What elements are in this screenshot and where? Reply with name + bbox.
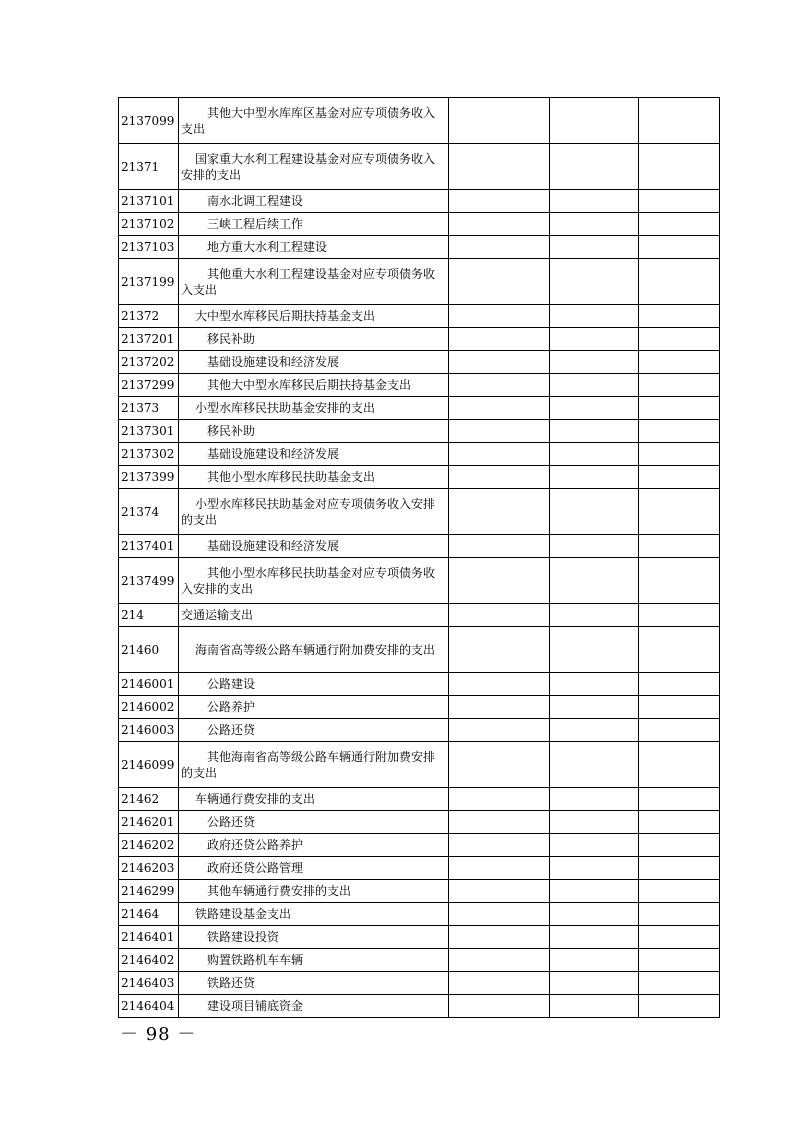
amount-cell-2 [550, 719, 639, 742]
table-row [119, 696, 720, 719]
item-code-cell: 2146099 [119, 742, 179, 788]
table-row [119, 351, 720, 374]
item-name-cell: 其他车辆通行费安排的支出 [179, 880, 449, 903]
amount-cell-3 [639, 351, 720, 374]
amount-cell-1 [449, 972, 550, 995]
item-code-cell: 2137301 [119, 420, 179, 443]
item-name-cell: 移民补助 [179, 328, 449, 351]
item-name-cell: 其他小型水库移民扶助基金支出 [179, 466, 449, 489]
amount-cell-2 [550, 949, 639, 972]
amount-cell-3 [639, 374, 720, 397]
amount-cell-2 [550, 673, 639, 696]
amount-cell-1 [449, 305, 550, 328]
item-code-cell: 2137101 [119, 190, 179, 213]
item-name-cell: 政府还贷公路管理 [179, 857, 449, 880]
amount-cell-3 [639, 236, 720, 259]
amount-cell-2 [550, 558, 639, 604]
item-code-cell: 2137302 [119, 443, 179, 466]
item-name-cell: 建设项目铺底资金 [179, 995, 449, 1018]
amount-cell-2 [550, 259, 639, 305]
amount-cell-3 [639, 834, 720, 857]
item-name-cell: 基础设施建设和经济发展 [179, 535, 449, 558]
item-code-cell: 2137201 [119, 328, 179, 351]
item-code-cell: 2137399 [119, 466, 179, 489]
amount-cell-3 [639, 880, 720, 903]
table-body [119, 98, 720, 1018]
item-name-cell: 交通运输支出 [179, 604, 449, 627]
amount-cell-1 [449, 995, 550, 1018]
table-row [119, 305, 720, 328]
item-code-cell: 2137299 [119, 374, 179, 397]
table-row [119, 190, 720, 213]
table-row [119, 834, 720, 857]
table-row [119, 558, 720, 604]
table-row [119, 420, 720, 443]
amount-cell-2 [550, 926, 639, 949]
table-row [119, 489, 720, 535]
table-row [119, 98, 720, 144]
amount-cell-2 [550, 995, 639, 1018]
amount-cell-2 [550, 880, 639, 903]
item-name-cell: 公路还贷 [179, 719, 449, 742]
item-code-cell: 2137202 [119, 351, 179, 374]
amount-cell-3 [639, 144, 720, 190]
page-number: － 98 － [120, 1024, 197, 1045]
amount-cell-3 [639, 719, 720, 742]
amount-cell-3 [639, 98, 720, 144]
item-name-cell: 基础设施建设和经济发展 [179, 351, 449, 374]
item-name-cell: 其他大中型水库库区基金对应专项债务收入支出 [179, 98, 449, 144]
table-row [119, 719, 720, 742]
item-name-cell: 其他小型水库移民扶助基金对应专项债务收入安排的支出 [179, 558, 449, 604]
table-row [119, 742, 720, 788]
amount-cell-1 [449, 719, 550, 742]
item-name-cell: 移民补助 [179, 420, 449, 443]
amount-cell-2 [550, 857, 639, 880]
item-code-cell: 21371 [119, 144, 179, 190]
amount-cell-3 [639, 788, 720, 811]
item-code-cell: 2137499 [119, 558, 179, 604]
amount-cell-2 [550, 190, 639, 213]
item-code-cell: 21374 [119, 489, 179, 535]
amount-cell-1 [449, 627, 550, 673]
item-code-cell: 21373 [119, 397, 179, 420]
amount-cell-2 [550, 144, 639, 190]
amount-cell-3 [639, 995, 720, 1018]
amount-cell-1 [449, 190, 550, 213]
table-row [119, 880, 720, 903]
item-code-cell: 2146002 [119, 696, 179, 719]
amount-cell-1 [449, 696, 550, 719]
table-row [119, 443, 720, 466]
table-row [119, 144, 720, 190]
amount-cell-2 [550, 788, 639, 811]
amount-cell-1 [449, 535, 550, 558]
item-code-cell: 2137099 [119, 98, 179, 144]
amount-cell-2 [550, 903, 639, 926]
amount-cell-1 [449, 489, 550, 535]
item-code-cell: 2137199 [119, 259, 179, 305]
amount-cell-3 [639, 259, 720, 305]
item-name-cell: 政府还贷公路养护 [179, 834, 449, 857]
table-row [119, 213, 720, 236]
amount-cell-2 [550, 535, 639, 558]
item-name-cell: 购置铁路机车车辆 [179, 949, 449, 972]
table-row [119, 466, 720, 489]
table-row [119, 811, 720, 834]
amount-cell-3 [639, 696, 720, 719]
amount-cell-1 [449, 903, 550, 926]
amount-cell-3 [639, 558, 720, 604]
amount-cell-1 [449, 673, 550, 696]
item-name-cell: 铁路建设基金支出 [179, 903, 449, 926]
table-row [119, 903, 720, 926]
amount-cell-1 [449, 397, 550, 420]
amount-cell-3 [639, 489, 720, 535]
table-row [119, 374, 720, 397]
amount-cell-1 [449, 811, 550, 834]
amount-cell-3 [639, 305, 720, 328]
amount-cell-3 [639, 949, 720, 972]
item-name-cell: 其他海南省高等级公路车辆通行附加费安排的支出 [179, 742, 449, 788]
amount-cell-2 [550, 213, 639, 236]
item-name-cell: 大中型水库移民后期扶持基金支出 [179, 305, 449, 328]
amount-cell-2 [550, 604, 639, 627]
amount-cell-1 [449, 374, 550, 397]
amount-cell-3 [639, 673, 720, 696]
item-name-cell: 海南省高等级公路车辆通行附加费安排的支出 [179, 627, 449, 673]
item-code-cell: 2137103 [119, 236, 179, 259]
amount-cell-3 [639, 213, 720, 236]
amount-cell-2 [550, 696, 639, 719]
table-row [119, 857, 720, 880]
amount-cell-3 [639, 627, 720, 673]
budget-table [118, 97, 720, 1018]
item-name-cell: 小型水库移民扶助基金对应专项债务收入安排的支出 [179, 489, 449, 535]
amount-cell-3 [639, 926, 720, 949]
item-code-cell: 2137102 [119, 213, 179, 236]
amount-cell-1 [449, 259, 550, 305]
amount-cell-3 [639, 742, 720, 788]
table-row [119, 397, 720, 420]
amount-cell-3 [639, 972, 720, 995]
table-row [119, 673, 720, 696]
amount-cell-3 [639, 604, 720, 627]
item-name-cell: 国家重大水利工程建设基金对应专项债务收入安排的支出 [179, 144, 449, 190]
table-row [119, 949, 720, 972]
amount-cell-2 [550, 420, 639, 443]
table-row [119, 328, 720, 351]
table-row [119, 627, 720, 673]
item-code-cell: 21372 [119, 305, 179, 328]
amount-cell-1 [449, 144, 550, 190]
amount-cell-2 [550, 834, 639, 857]
table-row [119, 995, 720, 1018]
amount-cell-1 [449, 328, 550, 351]
item-name-cell: 车辆通行费安排的支出 [179, 788, 449, 811]
amount-cell-3 [639, 811, 720, 834]
amount-cell-1 [449, 443, 550, 466]
item-code-cell: 2146401 [119, 926, 179, 949]
amount-cell-2 [550, 972, 639, 995]
item-code-cell: 2146299 [119, 880, 179, 903]
item-name-cell: 公路建设 [179, 673, 449, 696]
item-code-cell: 21464 [119, 903, 179, 926]
item-name-cell: 其他重大水利工程建设基金对应专项债务收入支出 [179, 259, 449, 305]
amount-cell-2 [550, 397, 639, 420]
table-row [119, 535, 720, 558]
amount-cell-1 [449, 466, 550, 489]
amount-cell-2 [550, 489, 639, 535]
item-code-cell: 2146201 [119, 811, 179, 834]
amount-cell-3 [639, 328, 720, 351]
table-row [119, 604, 720, 627]
amount-cell-1 [449, 857, 550, 880]
amount-cell-3 [639, 535, 720, 558]
item-code-cell: 2146003 [119, 719, 179, 742]
item-name-cell: 铁路建设投资 [179, 926, 449, 949]
amount-cell-1 [449, 742, 550, 788]
amount-cell-1 [449, 788, 550, 811]
amount-cell-1 [449, 834, 550, 857]
amount-cell-1 [449, 926, 550, 949]
item-code-cell: 2146404 [119, 995, 179, 1018]
amount-cell-3 [639, 190, 720, 213]
amount-cell-2 [550, 374, 639, 397]
item-code-cell: 2137401 [119, 535, 179, 558]
amount-cell-3 [639, 397, 720, 420]
amount-cell-3 [639, 420, 720, 443]
item-name-cell: 地方重大水利工程建设 [179, 236, 449, 259]
amount-cell-1 [449, 420, 550, 443]
table-row [119, 972, 720, 995]
amount-cell-2 [550, 98, 639, 144]
amount-cell-1 [449, 98, 550, 144]
amount-cell-2 [550, 742, 639, 788]
item-name-cell: 基础设施建设和经济发展 [179, 443, 449, 466]
item-code-cell: 21462 [119, 788, 179, 811]
amount-cell-2 [550, 627, 639, 673]
item-name-cell: 公路还贷 [179, 811, 449, 834]
amount-cell-2 [550, 305, 639, 328]
item-name-cell: 公路养护 [179, 696, 449, 719]
item-code-cell: 2146403 [119, 972, 179, 995]
amount-cell-3 [639, 443, 720, 466]
table-row [119, 259, 720, 305]
amount-cell-3 [639, 857, 720, 880]
item-code-cell: 2146402 [119, 949, 179, 972]
amount-cell-1 [449, 949, 550, 972]
item-code-cell: 2146001 [119, 673, 179, 696]
amount-cell-1 [449, 351, 550, 374]
amount-cell-2 [550, 443, 639, 466]
table-row [119, 926, 720, 949]
amount-cell-1 [449, 213, 550, 236]
item-name-cell: 其他大中型水库移民后期扶持基金支出 [179, 374, 449, 397]
amount-cell-3 [639, 903, 720, 926]
item-name-cell: 铁路还贷 [179, 972, 449, 995]
item-code-cell: 214 [119, 604, 179, 627]
amount-cell-3 [639, 466, 720, 489]
amount-cell-2 [550, 351, 639, 374]
amount-cell-1 [449, 880, 550, 903]
amount-cell-2 [550, 466, 639, 489]
amount-cell-1 [449, 236, 550, 259]
item-code-cell: 21460 [119, 627, 179, 673]
item-name-cell: 南水北调工程建设 [179, 190, 449, 213]
item-name-cell: 三峡工程后续工作 [179, 213, 449, 236]
table-row [119, 236, 720, 259]
amount-cell-1 [449, 604, 550, 627]
item-code-cell: 2146203 [119, 857, 179, 880]
item-name-cell: 小型水库移民扶助基金安排的支出 [179, 397, 449, 420]
amount-cell-2 [550, 328, 639, 351]
item-code-cell: 2146202 [119, 834, 179, 857]
amount-cell-1 [449, 558, 550, 604]
amount-cell-2 [550, 236, 639, 259]
table-row [119, 788, 720, 811]
amount-cell-2 [550, 811, 639, 834]
